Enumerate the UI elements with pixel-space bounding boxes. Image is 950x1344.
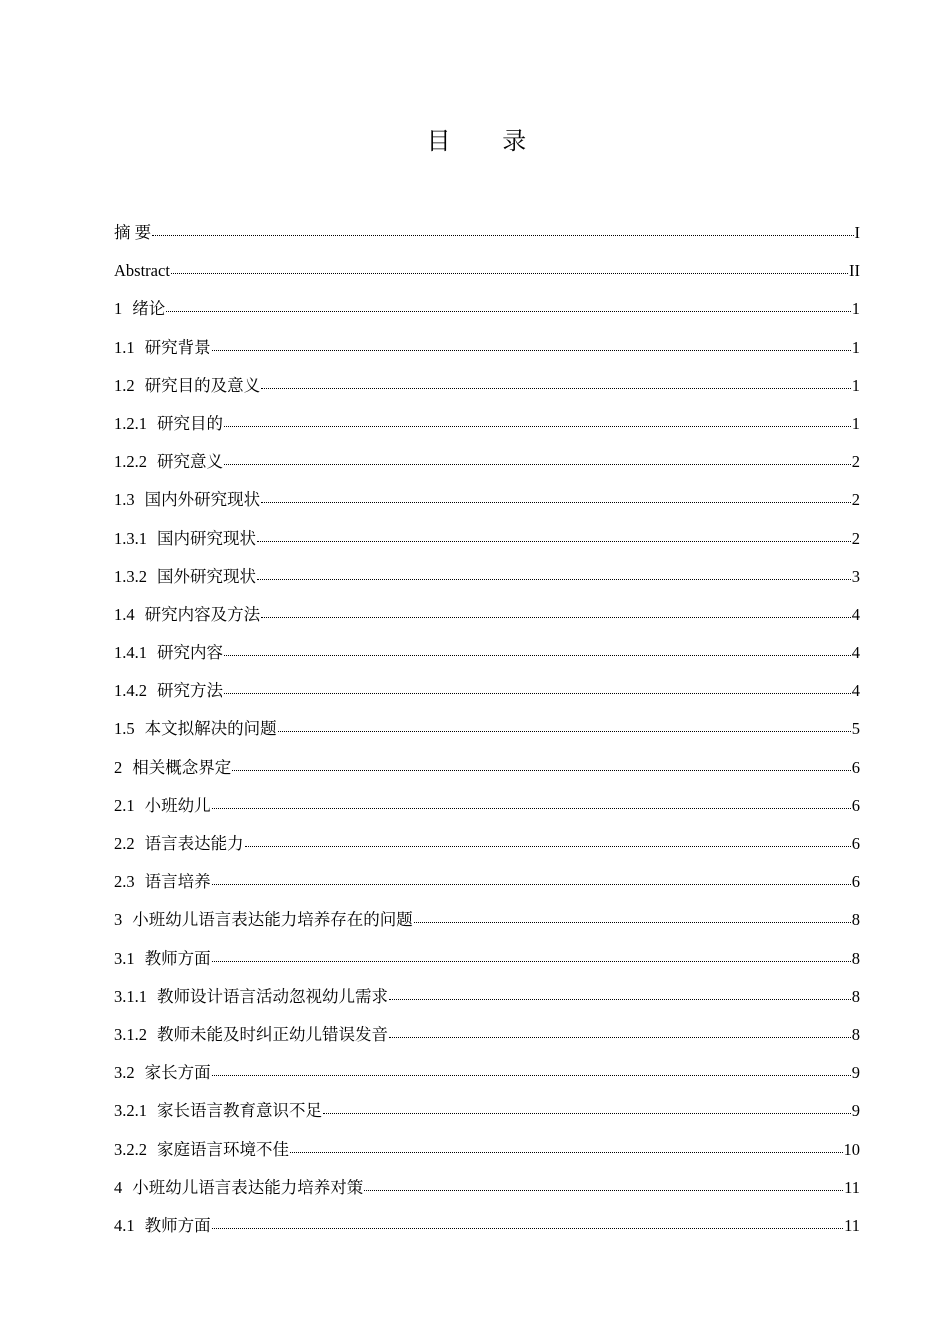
toc-entry-label: [114, 982, 388, 1012]
toc-entry-page-number: I: [854, 223, 860, 242]
toc-entry[interactable]: [114, 524, 860, 562]
toc-entry-number: 4.1: [114, 1215, 135, 1235]
toc-entry[interactable]: [114, 829, 860, 867]
toc-entry[interactable]: [114, 218, 860, 256]
toc-entry-text: 国内研究现状: [157, 528, 256, 548]
toc-entry-number: 3.1: [114, 948, 135, 968]
toc-entry-text: 语言培养: [144, 872, 211, 892]
toc-entry-label: [114, 1096, 322, 1126]
dot-leader: [212, 1214, 843, 1231]
toc-entry-label: [114, 791, 211, 821]
table-of-contents: [114, 218, 860, 1249]
dot-leader: [212, 794, 851, 811]
toc-entry-page-number: 9: [851, 1063, 860, 1083]
toc-entry-text: 家长方面: [144, 1063, 211, 1083]
dot-leader: [212, 336, 851, 353]
toc-entry[interactable]: [114, 256, 860, 294]
toc-entry-label: [114, 256, 170, 286]
toc-entry-page-number: 6: [851, 757, 860, 777]
toc-entry[interactable]: [114, 1173, 860, 1211]
toc-entry-page-number: 4: [851, 604, 860, 624]
toc-entry[interactable]: [114, 944, 860, 982]
toc-entry[interactable]: [114, 562, 860, 600]
dot-leader: [224, 451, 851, 468]
toc-entry-number: 4: [114, 1177, 123, 1197]
toc-entry-page-number: 8: [851, 986, 860, 1006]
toc-entry-page-number: 11: [844, 1177, 860, 1197]
toc-entry-number: 1: [114, 299, 123, 319]
toc-entry-page-number: 6: [851, 795, 860, 815]
toc-entry-text: 研究内容及方法: [144, 604, 261, 624]
toc-entry-label: [114, 1135, 289, 1165]
dot-leader: [261, 489, 851, 506]
toc-entry[interactable]: [114, 867, 860, 905]
page-title: 目 录: [426, 127, 549, 155]
toc-entry-text: 国外研究现状: [157, 566, 256, 586]
dot-leader: [389, 1023, 851, 1040]
dot-leader: [364, 1176, 843, 1193]
dot-leader: [152, 222, 853, 239]
toc-entry[interactable]: [114, 791, 860, 829]
dot-leader: [414, 909, 851, 926]
toc-entry-page-number: 1: [851, 299, 860, 319]
toc-entry-number: 3.2.2: [114, 1139, 147, 1159]
toc-entry-text: 研究意义: [157, 452, 223, 472]
toc-entry-label: [114, 524, 256, 554]
toc-entry[interactable]: [114, 371, 860, 409]
toc-entry-label: [114, 944, 211, 974]
toc-entry-number: 1.4: [114, 604, 135, 624]
toc-entry-label: [114, 600, 260, 630]
toc-entry-number: 3.2.1: [114, 1101, 147, 1121]
dot-leader: [323, 1100, 851, 1117]
dot-leader: [224, 642, 851, 659]
toc-entry[interactable]: [114, 409, 860, 447]
toc-entry-text: 研究背景: [144, 337, 211, 357]
dot-leader: [261, 603, 851, 620]
toc-entry-page-number: 2: [851, 490, 860, 510]
toc-entry[interactable]: [114, 333, 860, 371]
toc-entry-text: Abstract: [114, 261, 170, 281]
dot-leader: [261, 374, 851, 391]
toc-entry-number: 3.2: [114, 1063, 135, 1083]
toc-entry-text: 教师未能及时纠正幼儿错误发音: [157, 1024, 388, 1044]
toc-entry-page-number: 4: [851, 681, 860, 701]
toc-entry-page-number: 8: [851, 1024, 860, 1044]
toc-entry-label: [114, 714, 277, 744]
toc-entry-text: 小班幼儿语言表达能力培养存在的问题: [132, 910, 413, 930]
toc-entry-page-number: 8: [851, 910, 860, 930]
toc-entry[interactable]: [114, 1096, 860, 1134]
toc-entry-text: 研究方法: [157, 681, 223, 701]
toc-entry-page-number: 10: [843, 1139, 860, 1159]
toc-entry-label: [114, 905, 413, 935]
toc-entry-number: 2.3: [114, 872, 135, 892]
toc-entry-number: 1.4.2: [114, 681, 147, 701]
toc-entry-text: 小班幼儿: [144, 795, 211, 815]
toc-entry[interactable]: [114, 294, 860, 332]
toc-entry-number: 3.1.2: [114, 1024, 147, 1044]
toc-entry-label: [114, 1020, 388, 1050]
toc-entry-label: [114, 1211, 211, 1241]
toc-entry-label: [114, 676, 223, 706]
toc-entry-number: 2.1: [114, 795, 135, 815]
toc-entry-page-number: 2: [851, 452, 860, 472]
dot-leader: [224, 412, 851, 429]
toc-entry[interactable]: [114, 485, 860, 523]
toc-entry[interactable]: [114, 676, 860, 714]
toc-entry-number: 3.1.1: [114, 986, 147, 1006]
toc-entry[interactable]: [114, 905, 860, 943]
toc-entry-text: 研究目的: [157, 413, 223, 433]
toc-entry-number: 1.2.2: [114, 452, 147, 472]
dot-leader: [232, 756, 851, 773]
toc-entry-number: 1.2: [114, 375, 135, 395]
toc-entry-page-number: 2: [851, 528, 860, 548]
dot-leader: [166, 298, 851, 315]
toc-entry-label: [114, 218, 151, 248]
toc-entry-label: [114, 294, 165, 324]
toc-entry-number: 1.3.2: [114, 566, 147, 586]
toc-entry-label: [114, 447, 223, 477]
toc-entry-text: 相关概念界定: [132, 757, 232, 777]
toc-entry-page-number: 1: [851, 413, 860, 433]
dot-leader: [171, 260, 848, 277]
toc-entry-label: [114, 829, 244, 859]
toc-entry-text: 研究目的及意义: [144, 375, 261, 395]
toc-entry-label: [114, 333, 211, 363]
toc-entry-text: 本文拟解决的问题: [144, 719, 277, 739]
toc-entry-page-number: 8: [851, 948, 860, 968]
toc-entry-label: [114, 485, 260, 515]
toc-entry[interactable]: [114, 1211, 860, 1249]
toc-entry-page-number: 6: [851, 872, 860, 892]
toc-entry-number: 1.3.1: [114, 528, 147, 548]
toc-entry-text: 国内外研究现状: [144, 490, 261, 510]
toc-entry[interactable]: [114, 1020, 860, 1058]
dot-leader: [389, 985, 851, 1002]
toc-entry[interactable]: [114, 753, 860, 791]
toc-entry-text: 家长语言教育意识不足: [157, 1101, 322, 1121]
toc-entry-page-number: 6: [851, 834, 860, 853]
toc-entry[interactable]: [114, 447, 860, 485]
toc-entry-label: [114, 1173, 363, 1203]
dot-leader: [278, 718, 851, 735]
toc-entry-number: 1.1: [114, 337, 135, 357]
toc-entry[interactable]: [114, 1058, 860, 1096]
toc-entry[interactable]: [114, 638, 860, 676]
toc-entry-text: 绪论: [132, 299, 166, 319]
toc-entry-label: [114, 753, 231, 783]
dot-leader: [245, 833, 851, 850]
toc-entry-label: [114, 371, 260, 401]
toc-entry-page-number: 3: [851, 566, 860, 586]
toc-entry-label: [114, 867, 211, 897]
toc-entry-text: 摘 要: [114, 223, 152, 242]
toc-entry-page-number: 1: [851, 337, 860, 357]
toc-entry-number: 2: [114, 757, 123, 777]
dot-leader: [224, 680, 851, 697]
toc-entry-label: [114, 409, 223, 439]
toc-entry-page-number: 11: [844, 1215, 860, 1235]
toc-entry[interactable]: [114, 982, 860, 1020]
toc-entry[interactable]: [114, 600, 860, 638]
dot-leader: [212, 871, 851, 888]
toc-entry-page-number: II: [849, 261, 860, 281]
toc-entry-label: [114, 562, 256, 592]
toc-entry-number: 1.2.1: [114, 413, 147, 433]
toc-entry-number: 3: [114, 910, 123, 930]
dot-leader: [212, 1062, 851, 1079]
toc-entry-text: 教师方面: [144, 948, 211, 968]
toc-entry[interactable]: [114, 714, 860, 752]
toc-entry-page-number: 1: [851, 375, 860, 395]
toc-entry-number: 1.3: [114, 490, 135, 510]
toc-entry-text: 教师设计语言活动忽视幼儿需求: [157, 986, 388, 1006]
toc-entry-label: [114, 638, 223, 668]
toc-entry-text: 语言表达能力: [144, 834, 244, 853]
toc-entry-text: 教师方面: [144, 1215, 211, 1235]
dot-leader: [212, 947, 851, 964]
toc-entry-page-number: 4: [851, 643, 860, 663]
toc-entry-page-number: 5: [851, 719, 860, 739]
dot-leader: [257, 527, 851, 544]
dot-leader: [257, 565, 851, 582]
toc-entry-page-number: 9: [851, 1101, 860, 1121]
toc-entry-number: 1.4.1: [114, 643, 147, 663]
toc-entry-label: [114, 1058, 211, 1088]
toc-entry-text: 小班幼儿语言表达能力培养对策: [132, 1177, 364, 1197]
toc-entry-text: 家庭语言环境不佳: [157, 1139, 289, 1159]
dot-leader: [290, 1138, 843, 1155]
toc-entry-number: 1.5: [114, 719, 135, 739]
toc-entry-text: 研究内容: [157, 643, 223, 663]
toc-entry[interactable]: [114, 1135, 860, 1173]
toc-entry-number: 2.2: [114, 834, 135, 853]
